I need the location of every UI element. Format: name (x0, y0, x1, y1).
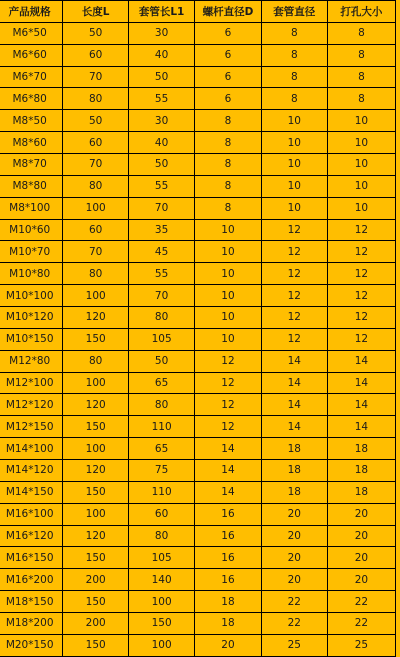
sleeve-diameter-cell: 18 (261, 481, 327, 503)
spec-cell: M20*150 (0, 634, 63, 656)
length-cell: 120 (63, 394, 129, 416)
length-cell: 80 (63, 88, 129, 110)
spec-cell: M8*100 (0, 197, 63, 219)
hole-size-cell: 18 (327, 460, 395, 482)
sleeve-diameter-cell: 14 (261, 416, 327, 438)
length-cell: 70 (63, 241, 129, 263)
length-cell: 150 (63, 416, 129, 438)
bolt-diameter-cell: 16 (195, 547, 261, 569)
hole-size-cell: 22 (327, 613, 395, 635)
sleeve-diameter-cell: 12 (261, 241, 327, 263)
length-cell: 150 (63, 481, 129, 503)
hole-size-cell: 20 (327, 503, 395, 525)
sleeve-length-cell: 50 (128, 154, 194, 176)
hole-size-cell: 8 (327, 66, 395, 88)
sleeve-length-cell: 35 (128, 219, 194, 241)
length-cell: 100 (63, 372, 129, 394)
hole-size-cell: 14 (327, 372, 395, 394)
sleeve-diameter-cell: 10 (261, 110, 327, 132)
bolt-diameter-cell: 14 (195, 438, 261, 460)
table-row (0, 372, 396, 394)
bolt-diameter-cell: 18 (195, 591, 261, 613)
table-row (0, 328, 396, 350)
table-row (0, 263, 396, 285)
bolt-diameter-cell: 12 (195, 350, 261, 372)
bolt-diameter-cell: 6 (195, 88, 261, 110)
sleeve-diameter-cell: 20 (261, 547, 327, 569)
sleeve-diameter-cell: 12 (261, 285, 327, 307)
table-row (0, 132, 396, 154)
hole-size-cell: 18 (327, 481, 395, 503)
table-row (0, 197, 396, 219)
bolt-diameter-cell: 16 (195, 503, 261, 525)
header-sleeve-diameter: 套管直径 (261, 1, 327, 23)
sleeve-diameter-cell: 12 (261, 307, 327, 329)
sleeve-length-cell: 55 (128, 88, 194, 110)
header-sleeve-length: 套管长L1 (128, 1, 194, 23)
spec-cell: M10*80 (0, 263, 63, 285)
hole-size-cell: 12 (327, 263, 395, 285)
table-row (0, 613, 396, 635)
table-row (0, 219, 396, 241)
spec-cell: M12*100 (0, 372, 63, 394)
table-row (0, 481, 396, 503)
hole-size-cell: 22 (327, 591, 395, 613)
table-row (0, 394, 396, 416)
spec-cell: M8*70 (0, 154, 63, 176)
table-row (0, 569, 396, 591)
sleeve-length-cell: 65 (128, 372, 194, 394)
sleeve-length-cell: 100 (128, 634, 194, 656)
length-cell: 120 (63, 307, 129, 329)
bolt-diameter-cell: 12 (195, 394, 261, 416)
sleeve-diameter-cell: 10 (261, 197, 327, 219)
table-row (0, 460, 396, 482)
table-row (0, 154, 396, 176)
table-row (0, 44, 396, 66)
spec-cell: M6*70 (0, 66, 63, 88)
hole-size-cell: 14 (327, 394, 395, 416)
length-cell: 100 (63, 438, 129, 460)
hole-size-cell: 12 (327, 241, 395, 263)
sleeve-length-cell: 110 (128, 416, 194, 438)
table-row (0, 350, 396, 372)
header-hole-size: 打孔大小 (327, 1, 395, 23)
spec-cell: M6*50 (0, 22, 63, 44)
hole-size-cell: 8 (327, 44, 395, 66)
spec-cell: M14*120 (0, 460, 63, 482)
spec-cell: M8*60 (0, 132, 63, 154)
bolt-diameter-cell: 8 (195, 197, 261, 219)
bolt-diameter-cell: 10 (195, 328, 261, 350)
sleeve-diameter-cell: 10 (261, 132, 327, 154)
length-cell: 120 (63, 460, 129, 482)
hole-size-cell: 12 (327, 307, 395, 329)
sleeve-length-cell: 55 (128, 263, 194, 285)
sleeve-length-cell: 30 (128, 22, 194, 44)
spec-cell: M16*200 (0, 569, 63, 591)
sleeve-diameter-cell: 10 (261, 175, 327, 197)
sleeve-length-cell: 70 (128, 197, 194, 219)
length-cell: 70 (63, 154, 129, 176)
sleeve-diameter-cell: 20 (261, 569, 327, 591)
bolt-diameter-cell: 12 (195, 372, 261, 394)
length-cell: 120 (63, 525, 129, 547)
table-row (0, 22, 396, 44)
sleeve-length-cell: 80 (128, 394, 194, 416)
spec-cell: M6*60 (0, 44, 63, 66)
header-spec: 产品规格 (0, 1, 63, 23)
sleeve-length-cell: 40 (128, 132, 194, 154)
bolt-diameter-cell: 10 (195, 241, 261, 263)
bolt-diameter-cell: 14 (195, 481, 261, 503)
sleeve-diameter-cell: 18 (261, 438, 327, 460)
spec-cell: M16*100 (0, 503, 63, 525)
table-row (0, 634, 396, 656)
sleeve-length-cell: 105 (128, 547, 194, 569)
table-row (0, 241, 396, 263)
sleeve-diameter-cell: 14 (261, 394, 327, 416)
length-cell: 200 (63, 613, 129, 635)
bolt-diameter-cell: 8 (195, 175, 261, 197)
spec-cell: M18*200 (0, 613, 63, 635)
length-cell: 100 (63, 503, 129, 525)
sleeve-length-cell: 75 (128, 460, 194, 482)
spec-cell: M10*150 (0, 328, 63, 350)
sleeve-length-cell: 55 (128, 175, 194, 197)
sleeve-diameter-cell: 12 (261, 328, 327, 350)
bolt-diameter-cell: 16 (195, 569, 261, 591)
length-cell: 50 (63, 22, 129, 44)
hole-size-cell: 8 (327, 22, 395, 44)
spec-cell: M16*150 (0, 547, 63, 569)
bolt-diameter-cell: 14 (195, 460, 261, 482)
hole-size-cell: 8 (327, 88, 395, 110)
hole-size-cell: 18 (327, 438, 395, 460)
sleeve-length-cell: 105 (128, 328, 194, 350)
sleeve-length-cell: 70 (128, 285, 194, 307)
sleeve-length-cell: 80 (128, 307, 194, 329)
length-cell: 70 (63, 66, 129, 88)
spec-cell: M12*80 (0, 350, 63, 372)
sleeve-length-cell: 50 (128, 350, 194, 372)
length-cell: 150 (63, 547, 129, 569)
sleeve-diameter-cell: 8 (261, 44, 327, 66)
sleeve-diameter-cell: 14 (261, 350, 327, 372)
spec-cell: M12*120 (0, 394, 63, 416)
length-cell: 200 (63, 569, 129, 591)
length-cell: 60 (63, 44, 129, 66)
length-cell: 60 (63, 219, 129, 241)
spec-cell: M12*150 (0, 416, 63, 438)
spec-cell: M18*150 (0, 591, 63, 613)
hole-size-cell: 12 (327, 285, 395, 307)
table-row (0, 110, 396, 132)
spec-cell: M10*60 (0, 219, 63, 241)
sleeve-length-cell: 100 (128, 591, 194, 613)
sleeve-diameter-cell: 22 (261, 613, 327, 635)
length-cell: 80 (63, 263, 129, 285)
sleeve-diameter-cell: 8 (261, 66, 327, 88)
sleeve-diameter-cell: 22 (261, 591, 327, 613)
sleeve-length-cell: 60 (128, 503, 194, 525)
sleeve-diameter-cell: 20 (261, 525, 327, 547)
length-cell: 100 (63, 285, 129, 307)
hole-size-cell: 20 (327, 569, 395, 591)
bolt-diameter-cell: 10 (195, 307, 261, 329)
sleeve-diameter-cell: 14 (261, 372, 327, 394)
sleeve-diameter-cell: 8 (261, 22, 327, 44)
hole-size-cell: 14 (327, 416, 395, 438)
hole-size-cell: 12 (327, 328, 395, 350)
bolt-diameter-cell: 8 (195, 154, 261, 176)
table-row (0, 66, 396, 88)
hole-size-cell: 25 (327, 634, 395, 656)
bolt-diameter-cell: 10 (195, 263, 261, 285)
sleeve-length-cell: 140 (128, 569, 194, 591)
bolt-diameter-cell: 6 (195, 66, 261, 88)
spec-cell: M6*80 (0, 88, 63, 110)
bolt-diameter-cell: 10 (195, 285, 261, 307)
sleeve-diameter-cell: 12 (261, 263, 327, 285)
hole-size-cell: 10 (327, 175, 395, 197)
sleeve-length-cell: 40 (128, 44, 194, 66)
length-cell: 100 (63, 197, 129, 219)
table-row (0, 307, 396, 329)
length-cell: 60 (63, 132, 129, 154)
length-cell: 80 (63, 350, 129, 372)
table-row (0, 591, 396, 613)
hole-size-cell: 14 (327, 350, 395, 372)
table-row (0, 438, 396, 460)
hole-size-cell: 10 (327, 154, 395, 176)
table-row (0, 416, 396, 438)
spec-cell: M16*120 (0, 525, 63, 547)
table-row (0, 503, 396, 525)
table-body (0, 22, 396, 656)
bolt-diameter-cell: 6 (195, 44, 261, 66)
table-row (0, 88, 396, 110)
sleeve-diameter-cell: 8 (261, 88, 327, 110)
bolt-diameter-cell: 8 (195, 132, 261, 154)
table-row (0, 285, 396, 307)
spec-cell: M14*100 (0, 438, 63, 460)
bolt-diameter-cell: 20 (195, 634, 261, 656)
sleeve-diameter-cell: 20 (261, 503, 327, 525)
bolt-diameter-cell: 10 (195, 219, 261, 241)
hole-size-cell: 10 (327, 197, 395, 219)
sleeve-length-cell: 80 (128, 525, 194, 547)
sleeve-length-cell: 50 (128, 66, 194, 88)
length-cell: 150 (63, 591, 129, 613)
hole-size-cell: 20 (327, 525, 395, 547)
sleeve-length-cell: 150 (128, 613, 194, 635)
spec-cell: M8*50 (0, 110, 63, 132)
sleeve-length-cell: 110 (128, 481, 194, 503)
length-cell: 80 (63, 175, 129, 197)
sleeve-length-cell: 30 (128, 110, 194, 132)
hole-size-cell: 20 (327, 547, 395, 569)
hole-size-cell: 12 (327, 219, 395, 241)
sleeve-diameter-cell: 10 (261, 154, 327, 176)
table-row (0, 547, 396, 569)
bolt-diameter-cell: 8 (195, 110, 261, 132)
spec-cell: M10*100 (0, 285, 63, 307)
sleeve-diameter-cell: 18 (261, 460, 327, 482)
table-row (0, 175, 396, 197)
bolt-diameter-cell: 12 (195, 416, 261, 438)
sleeve-diameter-cell: 25 (261, 634, 327, 656)
bolt-diameter-cell: 16 (195, 525, 261, 547)
hole-size-cell: 10 (327, 132, 395, 154)
length-cell: 50 (63, 110, 129, 132)
spec-cell: M10*70 (0, 241, 63, 263)
header-row (0, 1, 396, 23)
hole-size-cell: 10 (327, 110, 395, 132)
sleeve-length-cell: 65 (128, 438, 194, 460)
spec-cell: M10*120 (0, 307, 63, 329)
sleeve-length-cell: 45 (128, 241, 194, 263)
spec-cell: M8*80 (0, 175, 63, 197)
spec-cell: M14*150 (0, 481, 63, 503)
header-bolt-diameter: 螺杆直径D (195, 1, 261, 23)
header-length: 长度L (63, 1, 129, 23)
bolt-diameter-cell: 18 (195, 613, 261, 635)
bolt-diameter-cell: 6 (195, 22, 261, 44)
sleeve-diameter-cell: 12 (261, 219, 327, 241)
table-row (0, 525, 396, 547)
length-cell: 150 (63, 634, 129, 656)
length-cell: 150 (63, 328, 129, 350)
